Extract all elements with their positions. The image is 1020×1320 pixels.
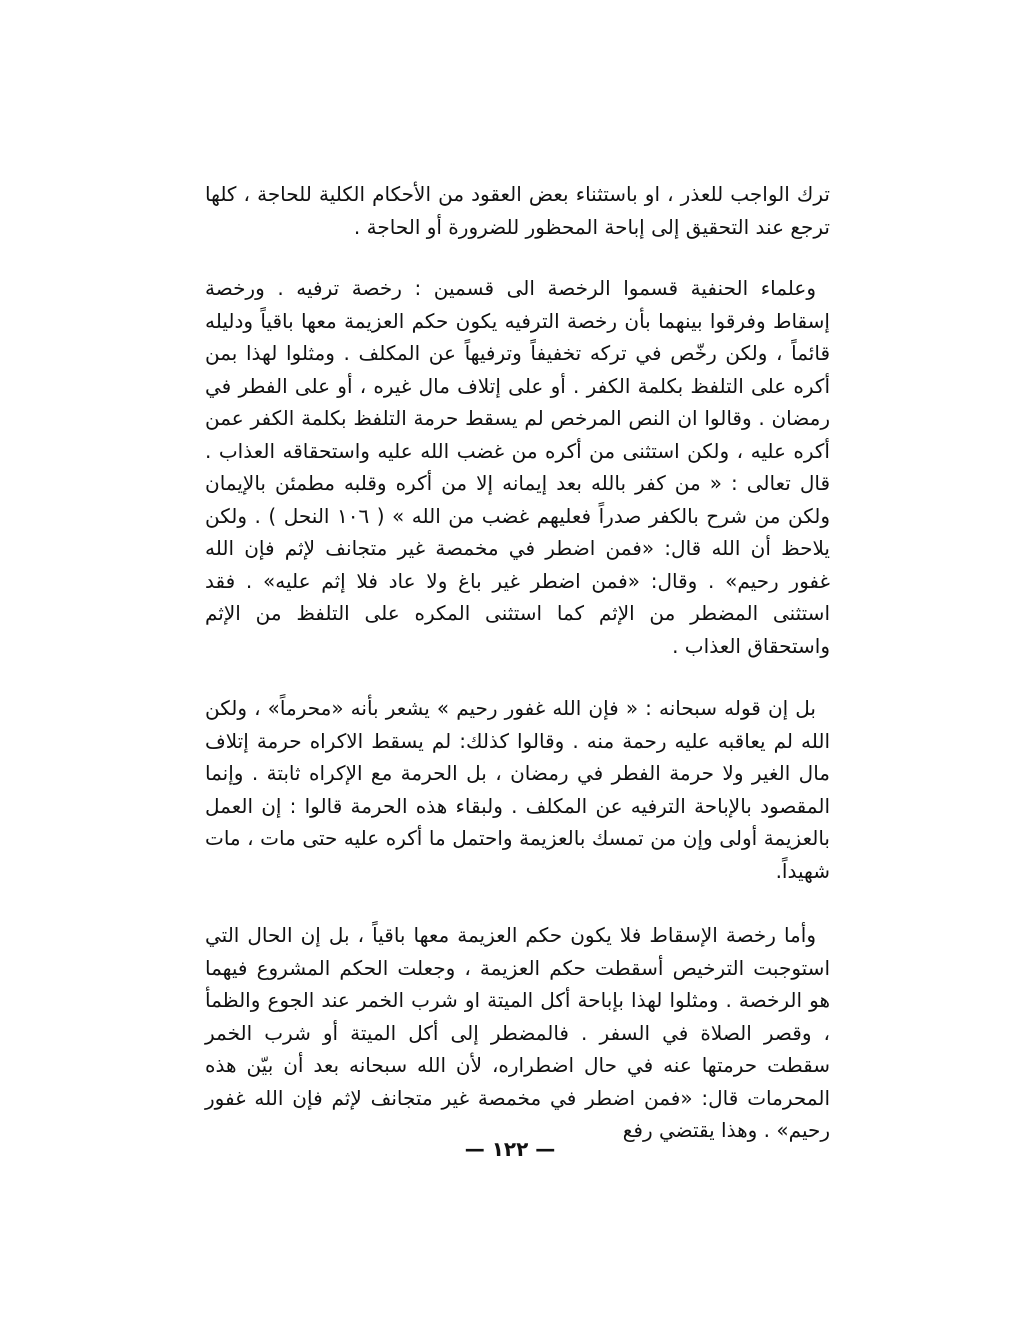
paragraph-3: بل إن قوله سبحانه : « فإن الله غفور رحيم » يشعر بأنه «محرماً» ، ولكن الله لم يعاقبه عليه رحمة منه . وقالوا كذلك: لم يسقط الاكراه حرمة إتلاف مال الغير ولا حرمة الفطر في رمضان ، بل الحرمة مع الإكراه ثابتة . وإنما المقصود بالإباحة الترفيه عن المكلف . ولبقاء هذه الحرمة قالوا : إن العمل بالعزيمة أولى وإن من تمسك بالعزيمة واحتمل ما أكره عليه حتى مات ، مات شهيداً. xyxy=(205,696,830,883)
page-number: — ١٢٢ — xyxy=(464,1137,556,1161)
paragraph-1: ترك الواجب للعذر ، او باستثناء بعض العقود من الأحكام الكلية للحاجة ، كلها ترجع عند التحقيق إلى إباحة المحظور للضرورة أو الحاجة . xyxy=(205,182,830,239)
document-body xyxy=(205,178,830,1147)
paragraph-4: وأما رخصة الإسقاط فلا يكون حكم العزيمة معها باقياً ، بل إن الحال التي استوجبت الترخيص أسقطت حكم العزيمة ، وجعلت الحكم المشروع فيهما هو الرخصة . ومثلوا لهذا بإباحة أكل الميتة او شرب الخمر عند الجوع والظمأ ، وقصر الصلاة في السفر . فالمضطر إلى أكل الميتة أو شرب الخمر سقطت حرمتها عنه في حال اضطراره، لأن الله سبحانه بعد أن بيّن هذه المحرمات قال: «فمن اضطر في مخمصة غير متجانف لإثم فإن الله غفور رحيم» . وهذا يقتضي رفع xyxy=(205,923,830,1142)
paragraph-2: وعلماء الحنفية قسموا الرخصة الى قسمين : رخصة ترفيه . ورخصة إسقاط وفرقوا بينهما بأن رخصة الترفيه يكون حكم العزيمة معها باقياً ودليله قائماً ، ولكن رخّص في تركه تخفيفاً وترفيهاً عن المكلف . ومثلوا لهذا بمن أكره على التلفظ بكلمة الكفر . أو على إتلاف مال غيره ، أو على الفطر في رمضان . وقالوا ان النص المرخص لم يسقط حرمة التلفظ بكلمة الكفر عمن أكره عليه ، ولكن استثنى من أكره من غضب الله عليه واستحقاقه العذاب . قال تعالى : « من كفر بالله بعد إيمانه إلا من أكره وقلبه مطمئن بالإيمان ولكن من شرح بالكفر صدراً فعليهم غضب من الله » ( ١٠٦ النحل ) . ولكن يلاحظ أن الله قال: «فمن اضطر في مخمصة غير متجانف لإثم فإن الله غفور رحيم» . وقال: «فمن اضطر غير باغ ولا عاد فلا إثم عليه» . فقد استثنى المضطر من الإثم كما استثنى المكره على التلفظ من الإثم واستحقاق العذاب . xyxy=(205,276,830,658)
